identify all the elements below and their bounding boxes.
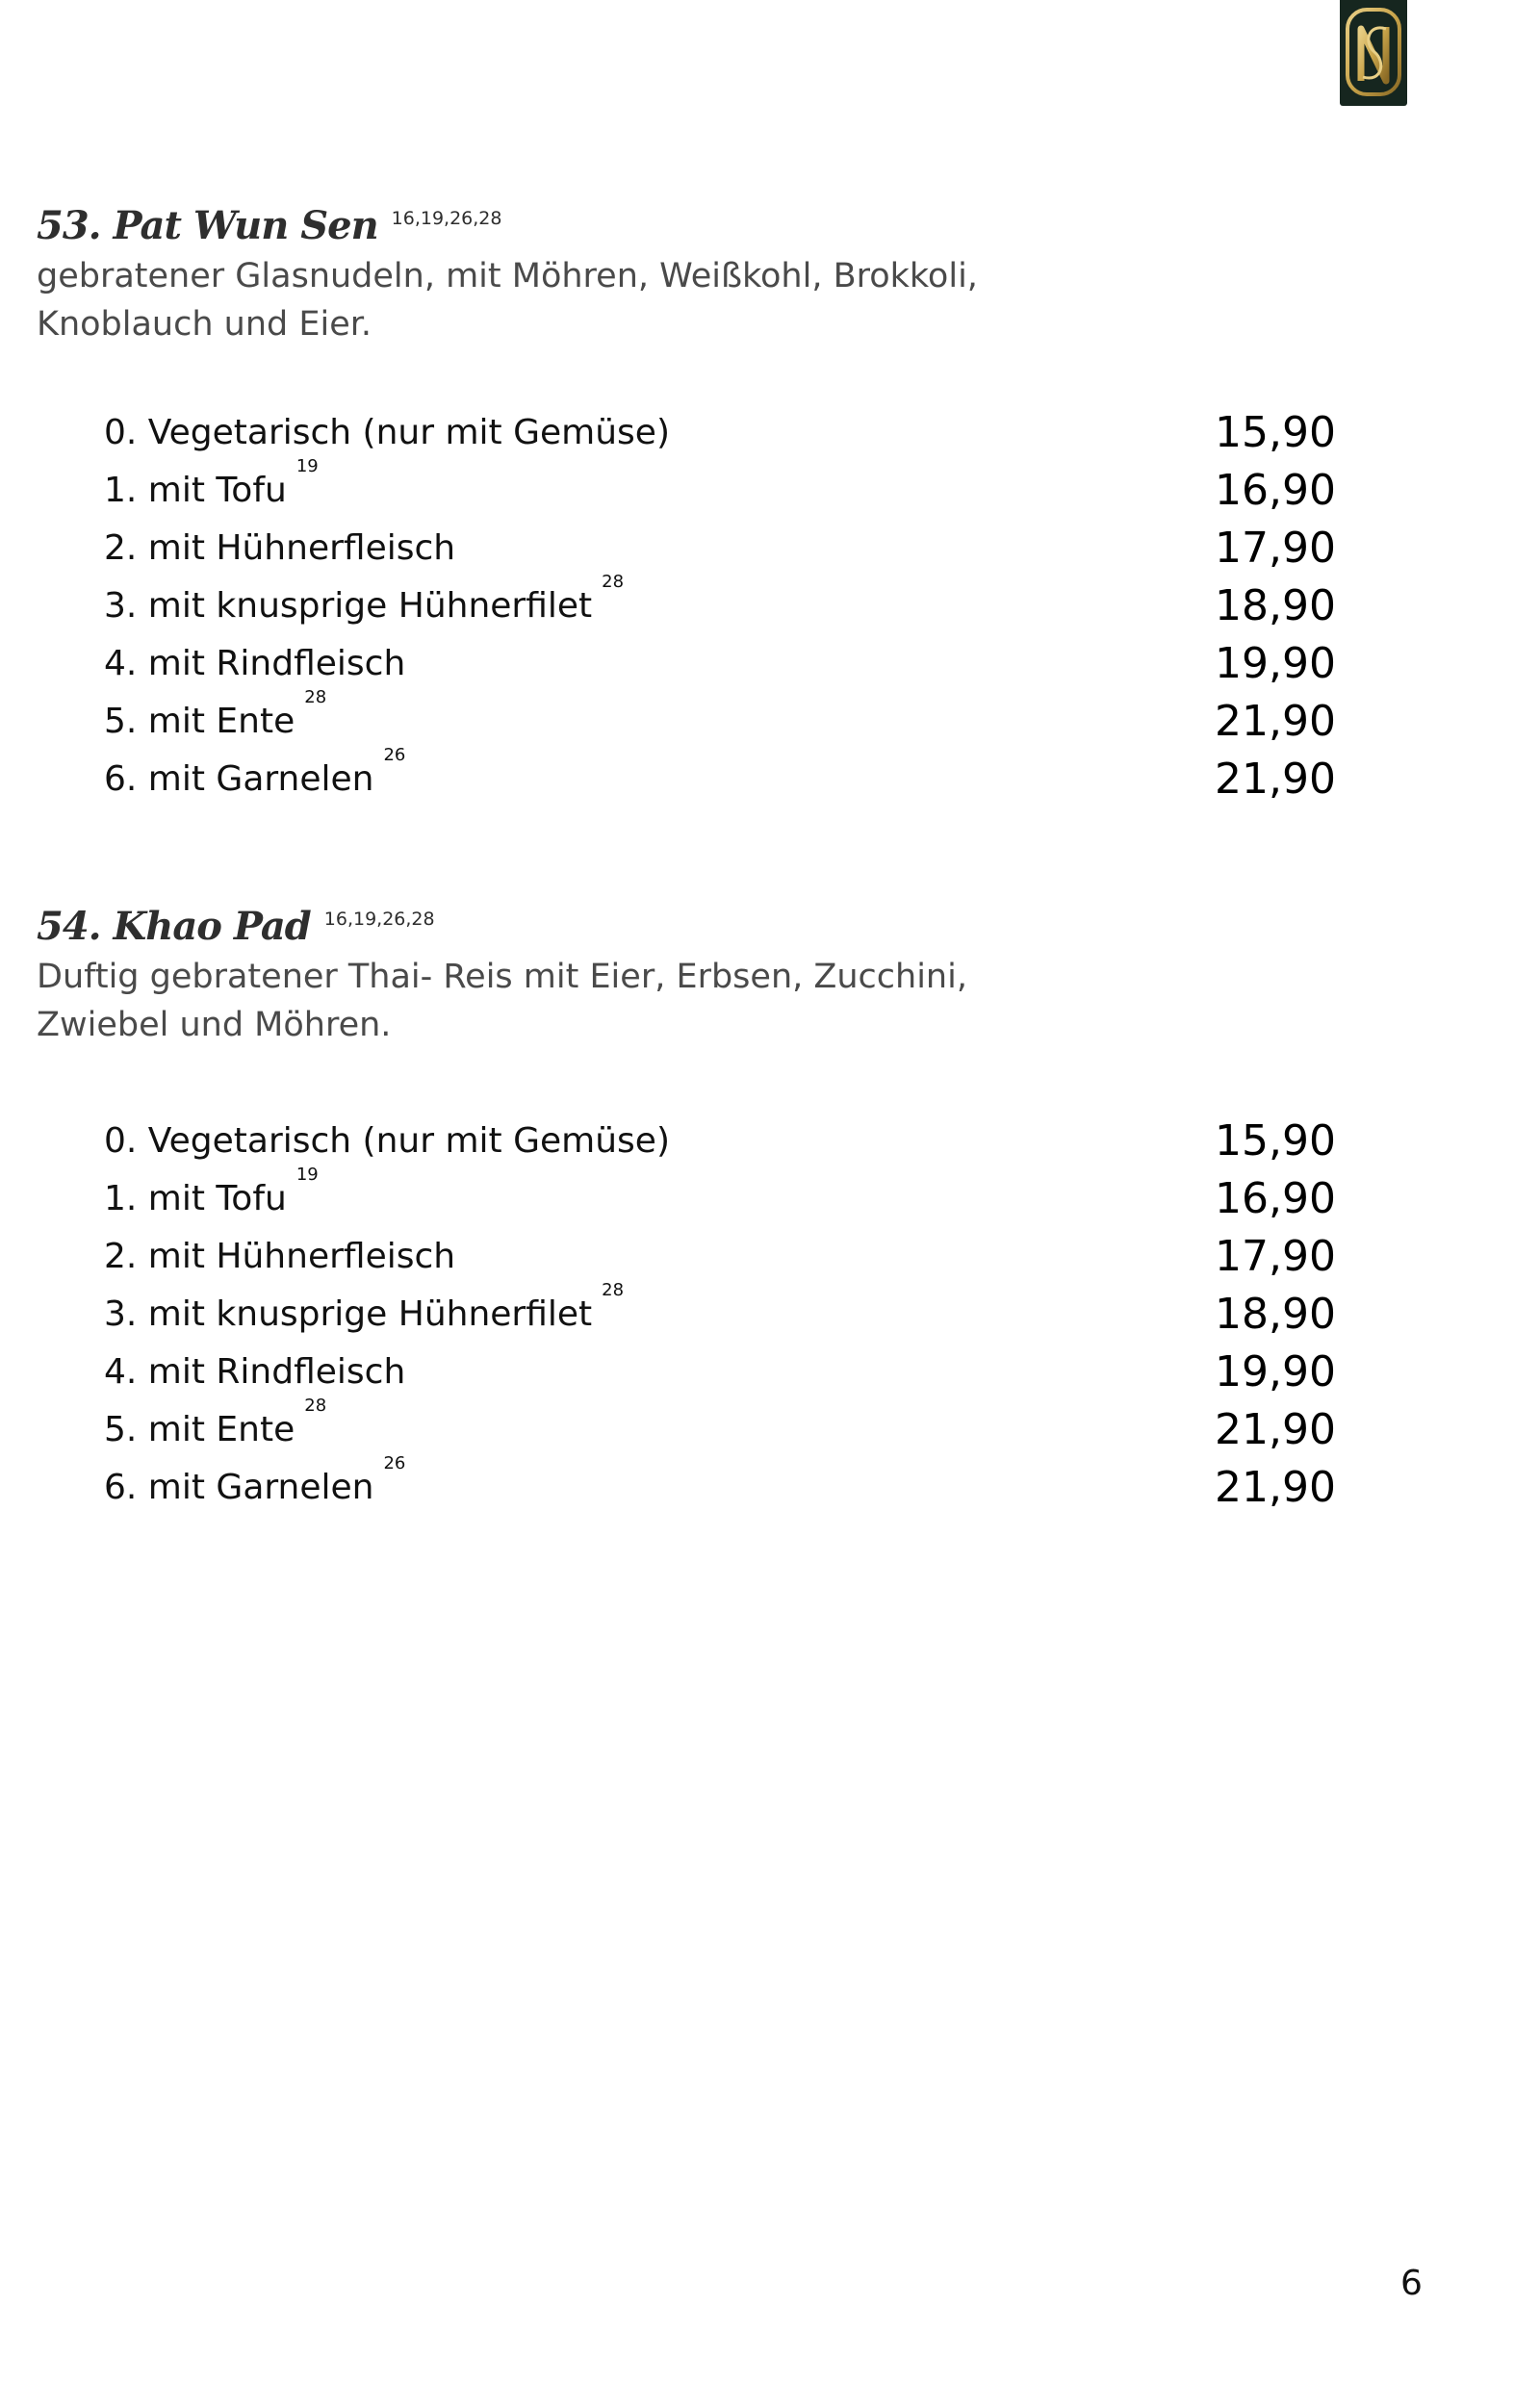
option-price: 21,90 [1215, 755, 1336, 804]
option-row [104, 1453, 1336, 1517]
option-label: 1. mit Tofu [104, 1179, 287, 1218]
option-row [104, 572, 1336, 635]
option-allergen: 28 [304, 1396, 327, 1416]
option-price: 21,90 [1215, 1463, 1336, 1512]
option-price: 16,90 [1215, 466, 1336, 515]
option-row [104, 1113, 1336, 1170]
option-row [104, 635, 1336, 693]
option-row [104, 1165, 1336, 1228]
dish-description [37, 953, 1095, 1049]
dish-53-options [104, 404, 1336, 808]
option-row [104, 1228, 1336, 1286]
option-label: 3. mit knusprige Hühnerfilet [104, 586, 593, 626]
option-label: 6. mit Garnelen [104, 1468, 374, 1507]
ns-monogram-logo [1340, 0, 1407, 106]
option-label: 2. mit Hühnerfleisch [104, 1237, 456, 1276]
option-label: 5. mit Ente [104, 1410, 295, 1449]
option-allergen: 28 [602, 572, 625, 592]
description-line: Duftig gebratener Thai- Reis mit Eier, Erbsen, Zucchini, [37, 958, 967, 996]
dish-name: 54. Khao Pad [37, 904, 311, 949]
dish-name: 53. Pat Wun Sen [37, 203, 378, 248]
dish-allergens: 16,19,26,28 [391, 208, 502, 229]
option-row [104, 1280, 1336, 1344]
option-price: 21,90 [1215, 1405, 1336, 1454]
dish-allergens: 16,19,26,28 [323, 909, 435, 930]
option-price: 17,90 [1215, 524, 1336, 573]
option-allergen: 26 [383, 745, 406, 765]
dish-54-options [104, 1113, 1336, 1517]
option-label: 6. mit Garnelen [104, 759, 374, 799]
option-row [104, 520, 1336, 577]
logo-graphic [1340, 0, 1407, 106]
option-label: 4. mit Rindfleisch [104, 1352, 406, 1392]
page-number: 6 [1400, 2264, 1423, 2303]
option-row [104, 1344, 1336, 1401]
option-price: 21,90 [1215, 697, 1336, 746]
option-row [104, 745, 1336, 808]
option-row [104, 404, 1336, 462]
description-line: Knoblauch und Eier. [37, 305, 372, 344]
option-row [104, 687, 1336, 751]
option-price: 18,90 [1215, 1290, 1336, 1339]
option-price: 16,90 [1215, 1174, 1336, 1223]
option-price: 15,90 [1215, 1116, 1336, 1166]
option-label: 0. Vegetarisch (nur mit Gemüse) [104, 413, 670, 452]
description-line: gebratener Glasnudeln, mit Möhren, Weißkohl, Brokkoli, [37, 257, 978, 295]
dish-title [37, 901, 1384, 953]
option-price: 15,90 [1215, 408, 1336, 457]
option-label: 0. Vegetarisch (nur mit Gemüse) [104, 1121, 670, 1161]
option-label: 5. mit Ente [104, 702, 295, 741]
option-label: 3. mit knusprige Hühnerfilet [104, 1294, 593, 1334]
option-allergen: 28 [602, 1280, 625, 1300]
description-line: Zwiebel und Möhren. [37, 1006, 392, 1044]
option-row [104, 1396, 1336, 1459]
option-price: 18,90 [1215, 581, 1336, 630]
option-allergen: 28 [304, 687, 327, 707]
dish-54 [37, 901, 1384, 1049]
option-label: 4. mit Rindfleisch [104, 644, 406, 683]
option-label: 2. mit Hühnerfleisch [104, 528, 456, 568]
option-allergen: 26 [383, 1453, 406, 1473]
dish-53 [37, 200, 1384, 348]
option-price: 17,90 [1215, 1232, 1336, 1281]
option-row [104, 456, 1336, 520]
option-allergen: 19 [295, 1165, 319, 1185]
option-price: 19,90 [1215, 1347, 1336, 1396]
option-price: 19,90 [1215, 639, 1336, 688]
option-label: 1. mit Tofu [104, 471, 287, 510]
dish-description [37, 252, 1095, 348]
option-allergen: 19 [295, 456, 319, 476]
dish-title [37, 200, 1384, 252]
